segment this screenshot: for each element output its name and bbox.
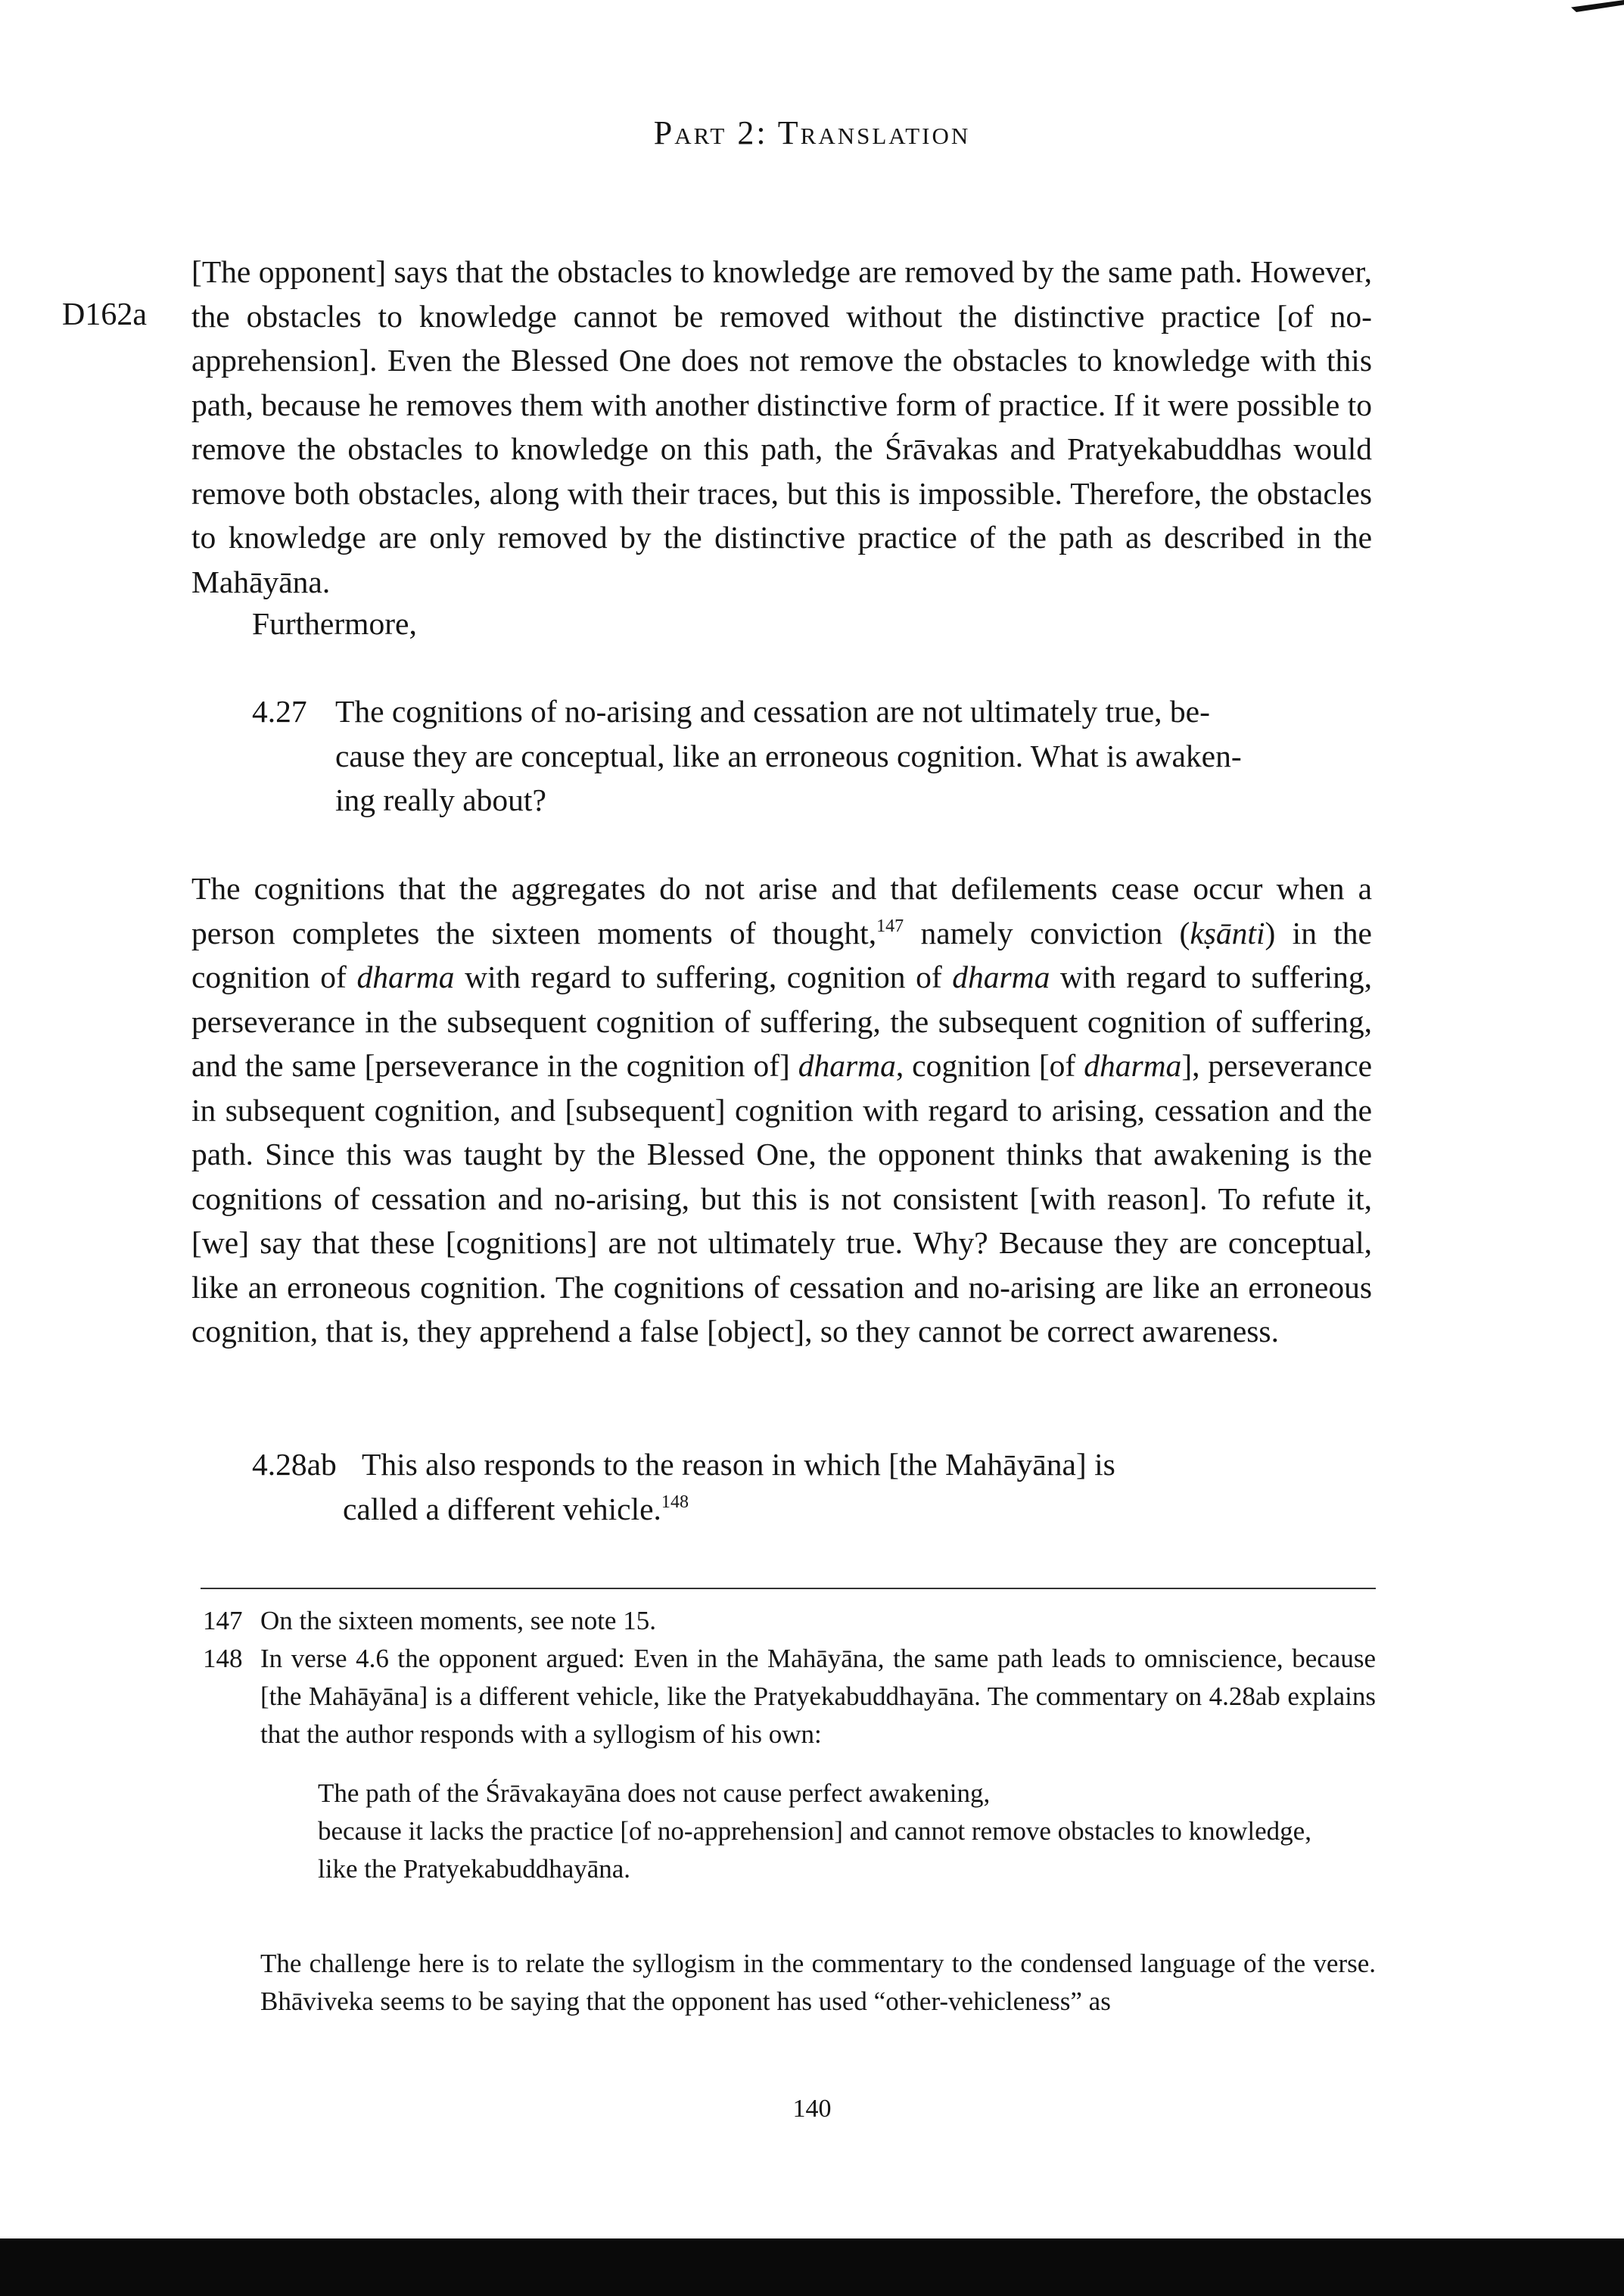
term-dharma: dharma [952,960,1050,994]
verse-line: ing really about? [335,782,546,817]
quote-line: The path of the Śrāvakayāna does not cause perfect awakening, [318,1778,991,1808]
text-run: namely conviction ( [904,915,1190,950]
footnote-text: On the sixteen moments, see note 15. [260,1606,656,1635]
verse-line: cause they are conceptual, like an erroneous cognition. What is awaken- [335,738,1242,773]
footnote-148 [203,1640,1376,1753]
text-run: with regard to suffering, perseverance in the subsequent cognition of suffering, the subsequent cognition of suffering, and the same [perseverance in the cognition of] [191,960,1372,1083]
quote-line: like the Pratyekabuddhayāna. [318,1854,631,1884]
term-ksanti: kṣānti [1190,915,1265,950]
verse-line: The cognitions of no-arising and cessation are not ultimately true, be- [335,694,1210,729]
term-dharma: dharma [1084,1048,1182,1083]
verse-text [252,689,1319,823]
term-dharma: dharma [356,960,455,994]
verse-line: This also responds to the reason in which [the Mahāyāna] is [362,1447,1115,1482]
text-run: ) in the cognition of [191,915,1372,994]
text-run: , cognition [of [895,1048,1084,1083]
text-run: with regard to suffering, cognition of [454,960,953,994]
running-head: Part 2: Translation [653,114,971,151]
footnote-number: 147 [203,1606,243,1635]
paragraph-1 [191,250,1372,604]
syllogism-quote [318,1775,1347,1888]
footnote-text: In verse 4.6 the opponent argued: Even in the Mahāyāna, the same path leads to omniscience, because [the Mahāyāna] is a different vehicle, like the Pratyekabuddhayāna. The commentary on 4.28ab explains that the author responds with a syllogism of his own: [260,1644,1376,1749]
verse-4-28ab [252,1442,1236,1531]
scan-bottom-edge [0,2238,1624,2296]
term-dharma: dharma [798,1048,896,1083]
footnote-number: 148 [203,1644,243,1673]
verse-line-2 [252,1487,1236,1532]
footnote-148-continued: The challenge here is to relate the syllogism in the commentary to the condensed language of the verse. Bhāviveka seems to be saying that the opponent has used “other-vehicleness” as [260,1949,1376,2016]
text-run: The cognitions that the aggregates do not arise and that defilements cease occur when a person completes the sixteen moments of thought, [191,871,1372,950]
paragraph-1-text: [The opponent] says that the obstacles to knowledge are removed by the same path. However, the obstacles to knowledge cannot be removed without the distinctive practice [of no-apprehension]. Even the Blessed One does not remove the obstacles to knowledge with this path, because he removes them with another distinctive form of practice. If it were possible to remove the obstacles to knowledge on this path, the Śrāvakas and Pratyekabuddhas would remove both obstacles, along with their traces, but this is impossible. Therefore, the obstacles to knowledge are only removed by the distinctive practice of the path as described in the Mahāyāna. [191,254,1372,599]
paragraph-2 [191,866,1372,1354]
page-number: 140 [792,2095,832,2123]
quote-line: because it lacks the practice [of no-apprehension] and cannot remove obstacles to knowledge, [318,1816,1311,1846]
footnote-147 [203,1602,1376,1640]
footnote-ref-147[interactable]: 147 [876,916,904,936]
furthermore-line: Furthermore, [252,606,417,641]
verse-number: 4.27 [252,694,307,729]
verse-line-text: called a different vehicle. [343,1491,661,1526]
verse-number: 4.28ab [252,1447,337,1482]
footnote-ref-148[interactable]: 148 [661,1492,689,1512]
verse-4-27 [252,689,1319,823]
margin-reference: D162a [62,297,147,332]
scan-corner-mark [1571,0,1624,12]
footnote-rule [201,1588,1376,1589]
text-run: ], perseverance in subsequent cognition, and [subsequent] cognition with regard to arising, cessation and the path. Since this was taught by the Blessed One, the opponent thinks that awakening is the cognitions of cessation and no-arising, but this is not consistent [with reason]. To refute it, [we] say that these [cognitions] are not ultimately true. Why? Because they are conceptual, like an erroneous cognition. The cognitions of cessation and no-arising are like an erroneous cognition, that is, they apprehend a false [object], so they cannot be correct awareness. [191,1048,1372,1349]
